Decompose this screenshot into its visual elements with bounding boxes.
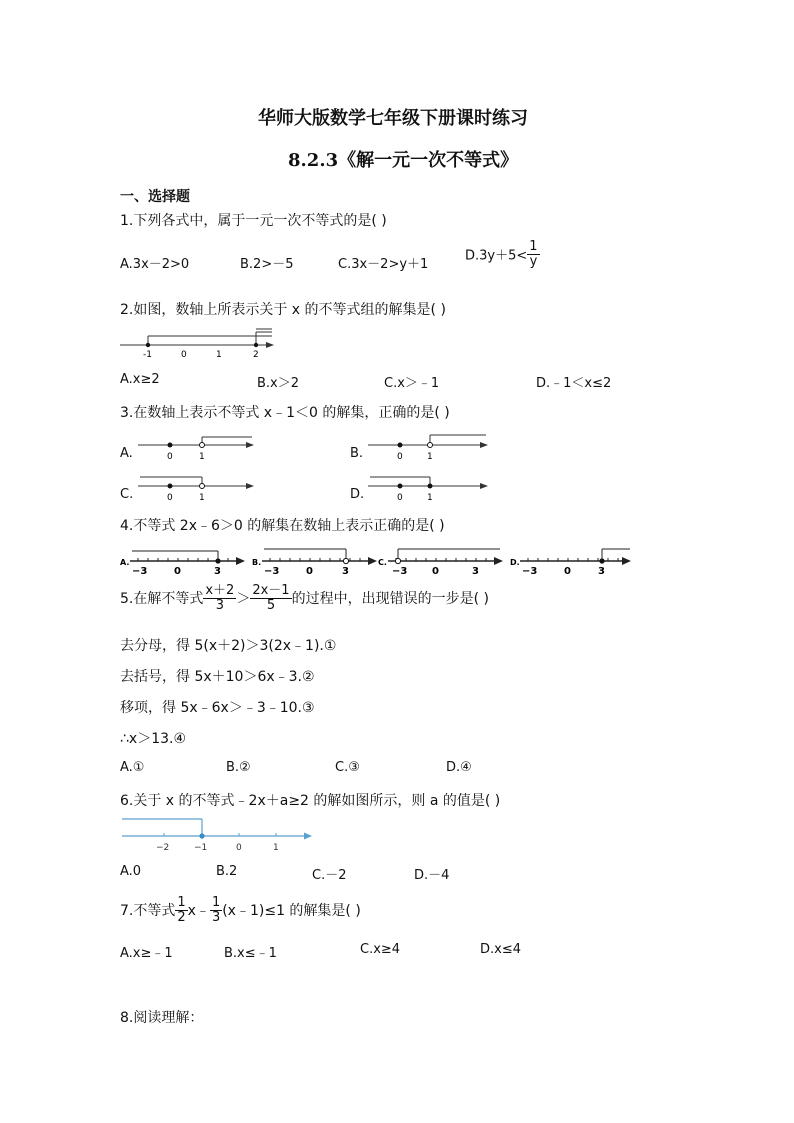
question-8-stem: 8.阅读理解： <box>120 1010 204 1026</box>
q5-step-1: 去分母，得 5(x＋2)＞3(2x﹣1).① <box>120 638 337 654</box>
svg-text:0: 0 <box>432 566 439 577</box>
q2-tick-label: 2 <box>253 350 259 360</box>
q4-option-c-number-line[interactable] <box>376 543 506 577</box>
q6-option-b[interactable]: B.2 <box>216 864 238 879</box>
q2-option-c[interactable]: C.x＞﹣1 <box>384 376 440 391</box>
q3-option-b-number-line[interactable] <box>366 432 490 462</box>
q5-step-4: ∴x＞13.④ <box>120 731 187 747</box>
q1-option-d[interactable] <box>465 240 540 268</box>
q3-option-d-number-line[interactable] <box>366 472 490 502</box>
svg-text:1: 1 <box>199 452 205 462</box>
svg-text:1: 1 <box>427 493 433 502</box>
svg-text:0: 0 <box>167 493 173 502</box>
svg-text:−3: −3 <box>264 566 280 577</box>
q3-option-d-label[interactable]: D. <box>350 487 365 502</box>
question-5-stem: 5.在解不等式 $\frac{x+2}{3}$ ＞ $\frac{2x-1}{5}$ 的过程中，出现错误的一步是( ) <box>120 583 489 613</box>
q7-fraction-1: $\frac{1}{2}$ <box>177 895 186 925</box>
q6-tick-label: −2 <box>156 843 170 853</box>
q4-option-d-label: D. <box>510 558 520 567</box>
q7-option-c[interactable]: C.x≥4 <box>360 942 401 957</box>
svg-text:−3: −3 <box>392 566 408 577</box>
svg-text:0: 0 <box>564 566 571 577</box>
q1-option-d-prefix: D.3y＋5< <box>465 248 528 264</box>
svg-text:0: 0 <box>167 452 173 462</box>
question-7-stem: 7.不等式 $\frac{1}{2}$ x﹣ $\frac{1}{3}$ (x﹣1)≤1 的解集是( ) <box>120 895 361 925</box>
question-1-stem: 1.下列各式中，属于一元一次不等式的是( ) <box>120 213 387 229</box>
q4-option-d-number-line[interactable] <box>508 543 634 577</box>
q2-tick-label: -1 <box>143 350 152 360</box>
question-2-stem: 2.如图，数轴上所表示关于 x 的不等式组的解集是( ) <box>120 302 446 318</box>
svg-text:0: 0 <box>397 493 403 502</box>
page-subtitle: 8.2.3《解一元一次不等式》 <box>288 150 519 171</box>
q2-tick-label: 1 <box>216 350 222 360</box>
q5-option-c[interactable]: C.③ <box>335 760 360 775</box>
q6-tick-label: −1 <box>194 843 208 853</box>
q1-option-c[interactable]: C.3x－2>y＋1 <box>338 257 429 272</box>
q7-fraction-2: $\frac{1}{3}$ <box>211 895 221 925</box>
q2-option-a[interactable]: A.x≥2 <box>120 372 160 387</box>
q7-option-a[interactable]: A.x≥﹣1 <box>120 946 173 961</box>
q2-tick-label: 0 <box>181 350 187 360</box>
q5-step-2: 去括号，得 5x＋10＞6x﹣3.② <box>120 669 315 685</box>
q6-option-c[interactable]: C.－2 <box>312 868 347 883</box>
q3-option-a-number-line[interactable] <box>136 432 256 462</box>
svg-text:3: 3 <box>472 566 479 577</box>
svg-text:1: 1 <box>199 493 205 502</box>
svg-text:−3: −3 <box>522 566 538 577</box>
q6-option-a[interactable]: A.0 <box>120 864 142 879</box>
q4-option-b-number-line[interactable] <box>250 543 380 577</box>
question-3-stem: 3.在数轴上表示不等式 x﹣1＜0 的解集，正确的是( ) <box>120 405 450 421</box>
q7-option-b[interactable]: B.x≤﹣1 <box>224 946 277 961</box>
q4-option-c-label: C. <box>378 558 387 567</box>
q5-option-b[interactable]: B.② <box>226 760 251 775</box>
q2-option-d[interactable]: D.﹣1＜x≤2 <box>536 376 612 391</box>
svg-text:0: 0 <box>306 566 313 577</box>
q3-option-a-label[interactable]: A. <box>120 446 133 461</box>
svg-text:3: 3 <box>214 566 221 577</box>
q6-tick-label: 0 <box>236 843 242 853</box>
q2-option-b[interactable]: B.x＞2 <box>257 376 300 391</box>
q3-option-c-label[interactable]: C. <box>120 487 134 502</box>
svg-text:3: 3 <box>342 566 349 577</box>
q5-step-3: 移项，得 5x﹣6x＞﹣3﹣10.③ <box>120 700 315 716</box>
svg-text:0: 0 <box>397 452 403 462</box>
page-title: 华师大版数学七年级下册课时练习 <box>258 108 528 129</box>
q6-tick-label: 1 <box>273 843 279 853</box>
q6-option-d[interactable]: D.－4 <box>414 868 450 883</box>
question-6-stem: 6.关于 x 的不等式﹣2x＋a≥2 的解如图所示，则 a 的值是( ) <box>120 793 501 809</box>
svg-text:0: 0 <box>174 566 181 577</box>
svg-text:−3: −3 <box>132 566 148 577</box>
q1-option-d-fraction: $\frac{1}{y}$ <box>529 239 538 269</box>
question-4-stem: 4.不等式 2x﹣6＞0 的解集在数轴上表示正确的是( ) <box>120 518 445 534</box>
q3-option-b-label[interactable]: B. <box>350 446 364 461</box>
q6-number-line <box>118 815 318 855</box>
q2-number-line <box>118 326 278 360</box>
q4-option-a-label: A. <box>120 558 130 567</box>
q5-fraction-2: $\frac{2x-1}{5}$ <box>252 583 290 613</box>
svg-text:3: 3 <box>598 566 605 577</box>
q5-option-d[interactable]: D.④ <box>446 760 472 775</box>
q5-fraction-1: $\frac{x+2}{3}$ <box>205 583 235 613</box>
svg-text:1: 1 <box>427 452 433 462</box>
q5-option-a[interactable]: A.① <box>120 760 145 775</box>
q4-option-b-label: B. <box>252 558 262 567</box>
q3-option-c-number-line[interactable] <box>136 472 256 502</box>
q4-option-a-number-line[interactable] <box>118 543 248 577</box>
q7-option-d[interactable]: D.x≤4 <box>480 942 521 957</box>
q1-option-b[interactable]: B.2>－5 <box>240 257 294 272</box>
q1-option-a[interactable]: A.3x－2>0 <box>120 257 190 272</box>
section-title: 一、选择题 <box>120 189 190 205</box>
